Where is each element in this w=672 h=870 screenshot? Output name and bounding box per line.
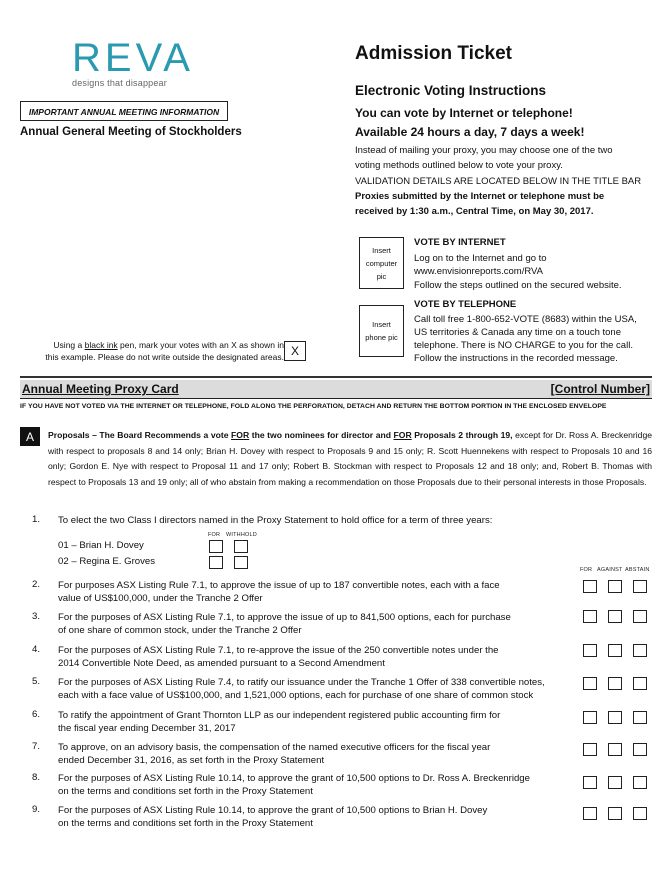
proposal-5-line1: For the purposes of ASX Listing Rule 7.4, to ratify our issuance under the Tranche 1 Offer of 338 convertible notes, (58, 677, 545, 688)
computer-pic-placeholder: Insert computer pic (359, 237, 404, 289)
telephone-heading: VOTE BY TELEPHONE (414, 299, 517, 310)
fold-instructions: IF YOU HAVE NOT VOTED VIA THE INTERNET OR TELEPHONE, FOLD ALONG THE PERFORATION, DETACH AND RETURN THE BOTTOM PORTION IN THE ENCLOSED ENVELOPE (20, 403, 607, 410)
instructions-text-1: Instead of mailing your proxy, you may choose one of the two (355, 145, 613, 156)
intro-for-2: FOR (393, 430, 412, 440)
proposal-9-number: 9. (32, 804, 41, 815)
nominee-2: 02 – Regina E. Groves (58, 556, 156, 567)
telephone-text-1: Call toll free 1-800-652-VOTE (8683) within the USA, (414, 314, 637, 325)
nominee-1-withhold-checkbox[interactable] (234, 540, 248, 553)
proposal-9-for-checkbox[interactable] (583, 807, 597, 820)
proposal-8-abstain-checkbox[interactable] (633, 776, 647, 789)
proposal-9-line1: For the purposes of ASX Listing Rule 10.14, to approve the grant of 10,500 options to Brian H. Dovey (58, 805, 488, 816)
proposal-7-line2: ended December 31, 2016, as set forth in the Proxy Statement (58, 755, 325, 766)
meeting-info-label: IMPORTANT ANNUAL MEETING INFORMATION (20, 101, 228, 121)
proposal-9-line2: on the terms and conditions set forth in the Proxy Statement (58, 818, 313, 829)
proposal-4-against-checkbox[interactable] (608, 644, 622, 657)
proposal-9-against-checkbox[interactable] (608, 807, 622, 820)
proposal-2-for-checkbox[interactable] (583, 580, 597, 593)
proposal-8-text (58, 772, 578, 798)
availability-line: Available 24 hours a day, 7 days a week! (355, 125, 585, 139)
ink-text-pre: Using a (53, 340, 85, 350)
internet-url: www.envisionreports.com/RVA (414, 266, 544, 277)
col-for-head: FOR (580, 567, 593, 573)
ink-text-underlined: black ink (84, 340, 118, 350)
deadline-text-2: received by 1:30 a.m., Central Time, on May 30, 2017. (355, 206, 594, 217)
intro-rest: except for Dr. Ross A. Breckenridge with respect to proposals 8 and 14 only; Brian H. Dovey with respect to Proposals 9 and 15 only; R. Scott Huennekens with respect to Proposals 10 and 16 only; Gordon E. Nye with respect to Proposal 11 and 17 only; Robert B. Stockman with respect to Proposals 12 and 18 only; and, Robert B. Thomas with respect to Proposals 13 and 19 only; all of who abstain from making a recommendation on those Proposals due to their personal interests in those Proposals. (48, 430, 653, 487)
proposal-2-abstain-checkbox[interactable] (633, 580, 647, 593)
telephone-text-4: Follow the instructions in the recorded message. (414, 353, 618, 364)
proposal-4-abstain-checkbox[interactable] (633, 644, 647, 657)
internet-text-1: Log on to the Internet and go to (414, 253, 547, 264)
logo-tagline: designs that disappear (72, 78, 167, 88)
proposal-5-abstain-checkbox[interactable] (633, 677, 647, 690)
proposal-5-line2: each with a face value of US$100,000, and 1,521,000 options, each for purchase of one share of common stock (58, 690, 534, 701)
proposal-9-abstain-checkbox[interactable] (633, 807, 647, 820)
proposal-9-text (58, 804, 578, 830)
proposal-6-for-checkbox[interactable] (583, 711, 597, 724)
control-number: [Control Number] (550, 382, 650, 396)
proposal-4-text (58, 644, 578, 670)
ink-instructions (22, 339, 284, 363)
instructions-text-2: voting methods outlined below to vote your proxy. (355, 160, 563, 171)
proposal-3-line2: of one share of common stock, under the Tranche 2 Offer (58, 625, 302, 636)
proposal-6-against-checkbox[interactable] (608, 711, 622, 724)
proposal-8-against-checkbox[interactable] (608, 776, 622, 789)
proposal-2-against-checkbox[interactable] (608, 580, 622, 593)
section-a-marker: A (20, 427, 40, 446)
proposal-7-text (58, 741, 578, 767)
proposal-8-line2: on the terms and conditions set forth in the Proxy Statement (58, 786, 313, 797)
ink-text-line2: this example. Please do not write outside the designated areas. (45, 352, 284, 362)
meeting-title: Annual General Meeting of Stockholders (20, 126, 242, 138)
example-mark-box: X (284, 341, 306, 361)
proposal-5-for-checkbox[interactable] (583, 677, 597, 690)
deadline-text-1: Proxies submitted by the Internet or telephone must be (355, 191, 605, 202)
proposal-6-line2: the fiscal year ending December 31, 2017 (58, 723, 236, 734)
proxy-card-title: Annual Meeting Proxy Card (22, 382, 179, 396)
proposals-intro (48, 428, 652, 490)
proposal-3-for-checkbox[interactable] (583, 610, 597, 623)
proposal-5-number: 5. (32, 676, 41, 687)
company-logo (72, 36, 194, 88)
nominee-2-for-checkbox[interactable] (209, 556, 223, 569)
admission-title: Admission Ticket (355, 43, 512, 64)
proposal-3-text (58, 611, 578, 637)
vote-methods-line: You can vote by Internet or telephone! (355, 106, 573, 120)
proposal-6-text (58, 709, 578, 735)
proposal-6-number: 6. (32, 709, 41, 720)
col-withhold-label: WITHHOLD (226, 532, 257, 538)
proposals-intro-bold (48, 430, 513, 440)
proposal-4-line2: 2014 Convertible Note Deed, as amended pursuant to a Second Amendment (58, 658, 385, 669)
proposal-4-number: 4. (32, 644, 41, 655)
telephone-text-2: US territories & Canada any time on a touch tone (414, 327, 622, 338)
nominee-1: 01 – Brian H. Dovey (58, 540, 144, 551)
proposal-7-against-checkbox[interactable] (608, 743, 622, 756)
proposal-4-line1: For the purposes of ASX Listing Rule 7.1, to re-approve the issue of the 250 convertible notes under the (58, 645, 499, 656)
proposal-2-text (58, 579, 578, 605)
nominee-1-for-checkbox[interactable] (209, 540, 223, 553)
intro-for-1: FOR (231, 430, 250, 440)
intro-bold-mid: the two nominees for director and (249, 430, 394, 440)
proposal-8-number: 8. (32, 772, 41, 783)
col-against-head: AGAINST (597, 567, 623, 573)
proposal-7-for-checkbox[interactable] (583, 743, 597, 756)
proposal-2-line1: For purposes ASX Listing Rule 7.1, to approve the issue of up to 187 convertible notes, each with a face (58, 580, 500, 591)
proposal-7-number: 7. (32, 741, 41, 752)
proposal-1-text: To elect the two Class I directors named in the Proxy Statement to hold office for a term of three years: (58, 515, 493, 526)
voting-instructions-title: Electronic Voting Instructions (355, 83, 547, 98)
proposal-6-abstain-checkbox[interactable] (633, 711, 647, 724)
internet-heading: VOTE BY INTERNET (414, 237, 506, 248)
intro-bold-post: Proposals 2 through 19, (411, 430, 513, 440)
col-for-label: FOR (208, 532, 221, 538)
proposal-5-against-checkbox[interactable] (608, 677, 622, 690)
proposal-7-abstain-checkbox[interactable] (633, 743, 647, 756)
intro-bold-pre: Proposals – The Board Recommends a vote (48, 430, 232, 440)
proposal-3-abstain-checkbox[interactable] (633, 610, 647, 623)
proposal-6-line1: To ratify the appointment of Grant Thornton LLP as our independent registered public accounting firm for (58, 710, 501, 721)
proxy-card-title-bar (20, 380, 652, 399)
validation-note: VALIDATION DETAILS ARE LOCATED BELOW IN THE TITLE BAR (355, 176, 642, 187)
proposal-2-number: 2. (32, 579, 41, 590)
proposal-1-number: 1. (32, 514, 41, 525)
nominee-2-withhold-checkbox[interactable] (234, 556, 248, 569)
proposal-3-number: 3. (32, 611, 41, 622)
col-abstain-head: ABSTAIN (625, 567, 650, 573)
proposal-5-text (58, 676, 583, 702)
phone-pic-placeholder: Insert phone pic (359, 305, 404, 357)
proposal-8-for-checkbox[interactable] (583, 776, 597, 789)
ink-text-post: pen, mark your votes with an X as shown in (117, 340, 284, 350)
proposal-3-line1: For the purposes of ASX Listing Rule 7.1, to approve the issue of up to 841,500 options, each for purchase (58, 612, 511, 623)
telephone-text-3: telephone. There is NO CHARGE to you for the call. (414, 340, 633, 351)
proposal-8-line1: For the purposes of ASX Listing Rule 10.14, to approve the grant of 10,500 options to Dr. Ross A. Breckenridge (58, 773, 530, 784)
logo-wordmark: REVA (72, 36, 194, 80)
proposal-7-line1: To approve, on an advisory basis, the compensation of the named executive officers for the fiscal year (58, 742, 491, 753)
perforation-divider (20, 376, 652, 378)
internet-text-3: Follow the steps outlined on the secured website. (414, 280, 622, 291)
proposal-3-against-checkbox[interactable] (608, 610, 622, 623)
proposal-4-for-checkbox[interactable] (583, 644, 597, 657)
proposal-2-line2: value of US$100,000, under the Tranche 2 Offer (58, 593, 263, 604)
